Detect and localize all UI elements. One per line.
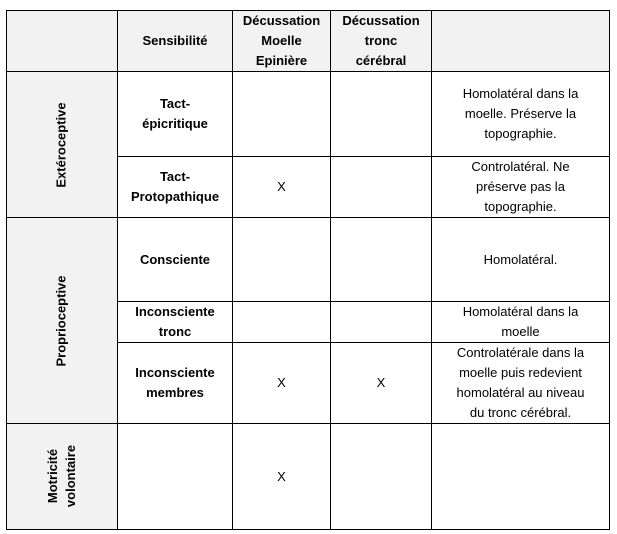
group-label: Proprioceptive	[54, 274, 69, 367]
row-label	[118, 218, 233, 302]
cell-description	[432, 424, 610, 530]
cell-moelle	[233, 72, 331, 157]
row-label-line: Consciente	[139, 251, 211, 267]
cell-tronc: X	[331, 343, 432, 424]
header-decussation-moelle	[233, 11, 331, 72]
row-label	[118, 157, 233, 218]
header-sensibilite: Sensibilité	[118, 11, 233, 72]
group-label	[44, 445, 80, 507]
cell-description	[432, 157, 610, 218]
row-label-line: membres	[146, 385, 204, 400]
cell-moelle: X	[233, 424, 331, 530]
group-exteroceptive	[7, 72, 118, 218]
cell-description	[432, 218, 610, 302]
description-line: Homolatéral.	[483, 251, 558, 267]
description-line: topographie.	[484, 126, 557, 141]
row-label-line: Tact-	[159, 96, 191, 111]
cell-moelle	[233, 218, 331, 302]
description-line: homolatéral au niveau	[456, 385, 585, 400]
cell-moelle: X	[233, 157, 331, 218]
cell-description	[432, 72, 610, 157]
description-line: préserve pas la	[476, 179, 565, 194]
description-line: Controlatérale dans la	[456, 345, 585, 360]
description-line: Homolatéral dans la	[462, 304, 579, 319]
header-line: Décussation	[342, 13, 420, 28]
row-label	[118, 302, 233, 343]
header-row	[7, 11, 610, 72]
group-label: Extéroceptive	[53, 101, 69, 188]
header-line: Moelle	[261, 33, 302, 48]
row-label-line: Inconsciente	[135, 304, 215, 319]
table-row	[7, 424, 610, 530]
header-decussation-tronc	[331, 11, 432, 72]
row-label-line: Tact-	[159, 169, 191, 184]
header-line: Epinière	[255, 53, 308, 68]
description-line: moelle	[501, 324, 540, 339]
row-label	[118, 424, 233, 530]
cell-tronc	[331, 72, 432, 157]
cell-tronc	[331, 218, 432, 302]
cell-tronc	[331, 157, 432, 218]
cell-moelle	[233, 302, 331, 343]
row-label-line: épicritique	[142, 116, 208, 131]
group-label-line: Motricité	[45, 448, 60, 504]
table-row	[7, 72, 610, 157]
header-description	[432, 11, 610, 72]
row-label-line: Protopathique	[130, 189, 220, 204]
header-line: cérébral	[355, 53, 407, 68]
header-line: tronc	[364, 33, 398, 48]
row-label-line: tronc	[158, 324, 192, 339]
group-proprioceptive	[7, 218, 118, 424]
description-line: moelle. Préserve la	[464, 106, 577, 121]
row-label-line: Inconsciente	[135, 365, 215, 380]
description-line: du tronc cérébral.	[469, 405, 572, 420]
cell-tronc	[331, 302, 432, 343]
cell-moelle: X	[233, 343, 331, 424]
cell-description	[432, 302, 610, 343]
description-line: Controlatéral. Ne	[471, 159, 570, 174]
cell-tronc	[331, 424, 432, 530]
header-line: Décussation	[242, 13, 321, 28]
row-label	[118, 343, 233, 424]
group-motricite	[7, 424, 118, 530]
group-label-line: volontaire	[63, 444, 78, 508]
description-line: topographie.	[484, 199, 557, 214]
sensibility-table	[6, 10, 610, 530]
table-row	[7, 218, 610, 302]
cell-description	[432, 343, 610, 424]
row-label	[118, 72, 233, 157]
header-corner-cell	[7, 11, 118, 72]
description-line: moelle puis redevient	[459, 365, 582, 380]
description-line: Homolatéral dans la	[462, 86, 579, 101]
